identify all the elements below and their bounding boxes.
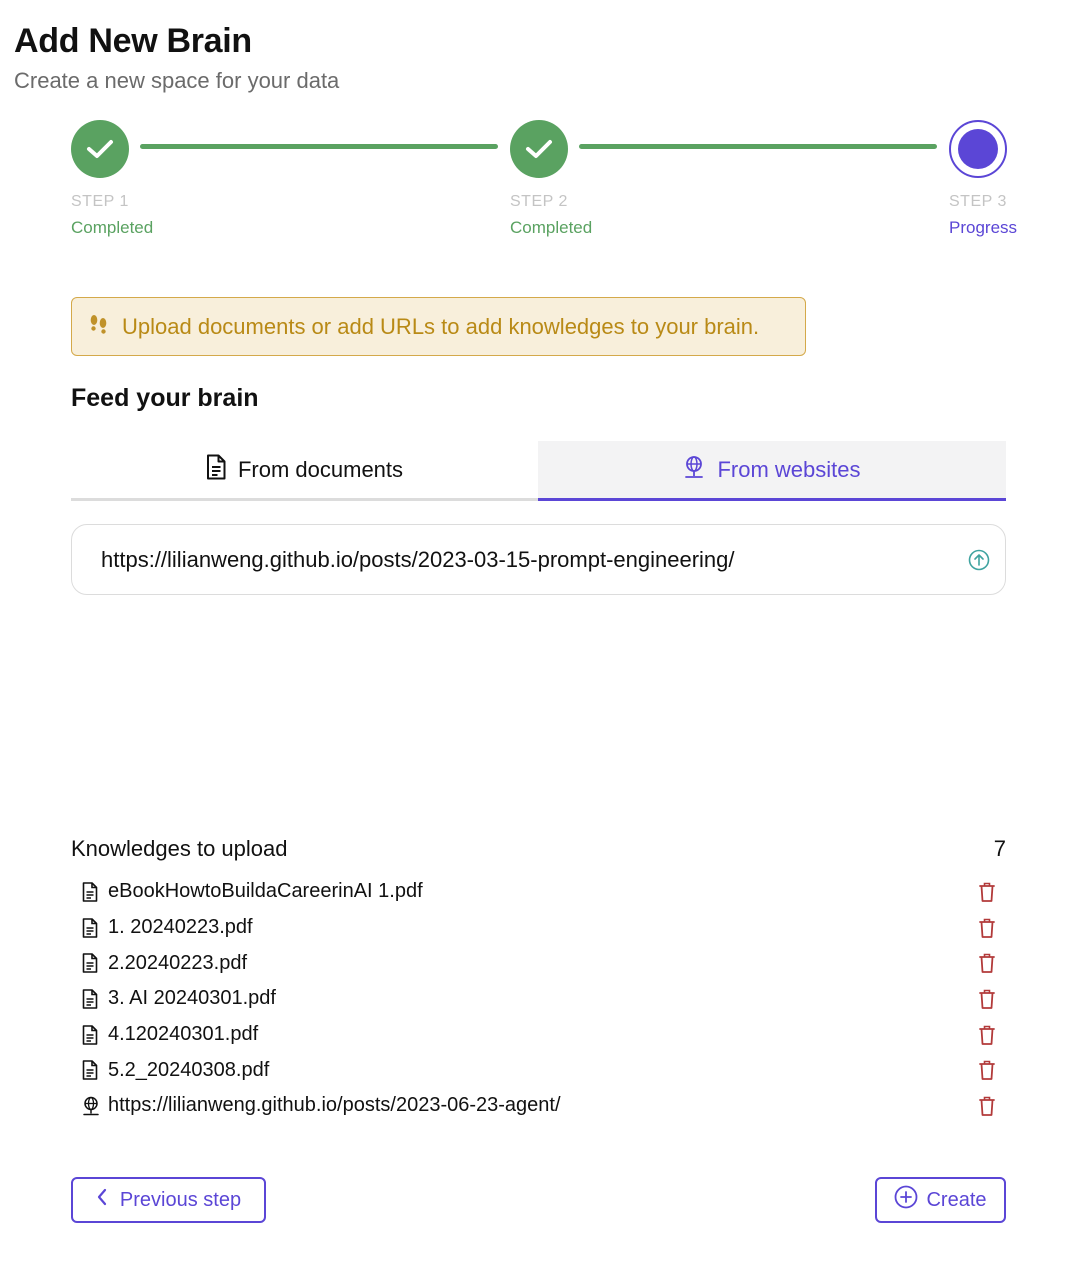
url-input[interactable] bbox=[101, 547, 967, 573]
document-icon bbox=[206, 454, 226, 486]
previous-step-button[interactable] bbox=[71, 1177, 266, 1223]
step-2-status: Completed bbox=[510, 218, 593, 237]
knowledges-count: 7 bbox=[993, 836, 1006, 861]
knowledge-name: eBookHowtoBuildaCareerinAI 1.pdf bbox=[108, 880, 423, 903]
create-button[interactable] bbox=[875, 1177, 1006, 1223]
trash-icon[interactable] bbox=[977, 917, 997, 939]
step-1-status: Completed bbox=[71, 218, 154, 237]
file-icon bbox=[82, 1025, 102, 1045]
list-item bbox=[82, 945, 997, 981]
notice-text: Upload documents or add URLs to add knowledges to your brain. bbox=[122, 313, 760, 339]
knowledge-name: 4.120240301.pdf bbox=[108, 1023, 259, 1046]
globe-icon bbox=[82, 1096, 102, 1116]
feed-title: Feed your brain bbox=[71, 384, 259, 412]
step-connector-2 bbox=[579, 144, 937, 149]
file-icon bbox=[82, 953, 102, 973]
list-item bbox=[82, 910, 997, 946]
page-subtitle: Create a new space for your data bbox=[14, 68, 340, 93]
file-icon bbox=[82, 882, 102, 902]
globe-icon bbox=[683, 455, 705, 485]
trash-icon[interactable] bbox=[977, 988, 997, 1010]
plus-circle-icon bbox=[894, 1185, 918, 1215]
knowledge-name: 2.20240223.pdf bbox=[108, 951, 248, 974]
trash-icon[interactable] bbox=[977, 1024, 997, 1046]
step-2-label: STEP 2 bbox=[510, 193, 568, 210]
step-2-check-icon bbox=[510, 120, 568, 178]
tab-label: From documents bbox=[237, 456, 404, 482]
footprints-icon bbox=[86, 312, 110, 341]
trash-icon[interactable] bbox=[977, 1095, 997, 1117]
list-item bbox=[82, 981, 997, 1017]
knowledge-name: 5.2_20240308.pdf bbox=[108, 1058, 270, 1081]
knowledge-name: 1. 20240223.pdf bbox=[108, 916, 253, 939]
trash-icon[interactable] bbox=[977, 881, 997, 903]
tab-from-documents[interactable] bbox=[71, 441, 538, 501]
list-item bbox=[82, 874, 997, 910]
url-field-container bbox=[71, 524, 1006, 595]
trash-icon[interactable] bbox=[977, 952, 997, 974]
step-1-label: STEP 1 bbox=[71, 193, 129, 210]
list-item bbox=[82, 1088, 997, 1124]
trash-icon[interactable] bbox=[977, 1059, 997, 1081]
list-item bbox=[82, 1052, 997, 1088]
file-icon bbox=[82, 918, 102, 938]
step-3-label: STEP 3 bbox=[949, 193, 1007, 210]
step-3-progress-icon bbox=[949, 120, 1007, 178]
previous-step-label: Previous step bbox=[119, 1188, 242, 1211]
chevron-left-icon bbox=[96, 1188, 108, 1212]
tab-label: From websites bbox=[717, 456, 861, 482]
knowledge-name: 3. AI 20240301.pdf bbox=[108, 987, 276, 1010]
info-notice bbox=[71, 297, 806, 356]
create-label: Create bbox=[926, 1188, 987, 1211]
knowledges-title: Knowledges to upload bbox=[71, 836, 288, 861]
page-title: Add New Brain bbox=[14, 22, 252, 60]
step-3-status: Progress bbox=[949, 218, 1018, 237]
file-icon bbox=[82, 989, 102, 1009]
file-icon bbox=[82, 1060, 102, 1080]
step-1-check-icon bbox=[71, 120, 129, 178]
step-connector-1 bbox=[140, 144, 498, 149]
arrow-up-circle-icon[interactable] bbox=[967, 548, 991, 572]
tab-from-websites[interactable] bbox=[538, 441, 1006, 501]
list-item bbox=[82, 1017, 997, 1053]
knowledge-name: https://lilianweng.github.io/posts/2023-06-23-agent/ bbox=[108, 1094, 561, 1117]
knowledges-list bbox=[82, 874, 997, 1124]
